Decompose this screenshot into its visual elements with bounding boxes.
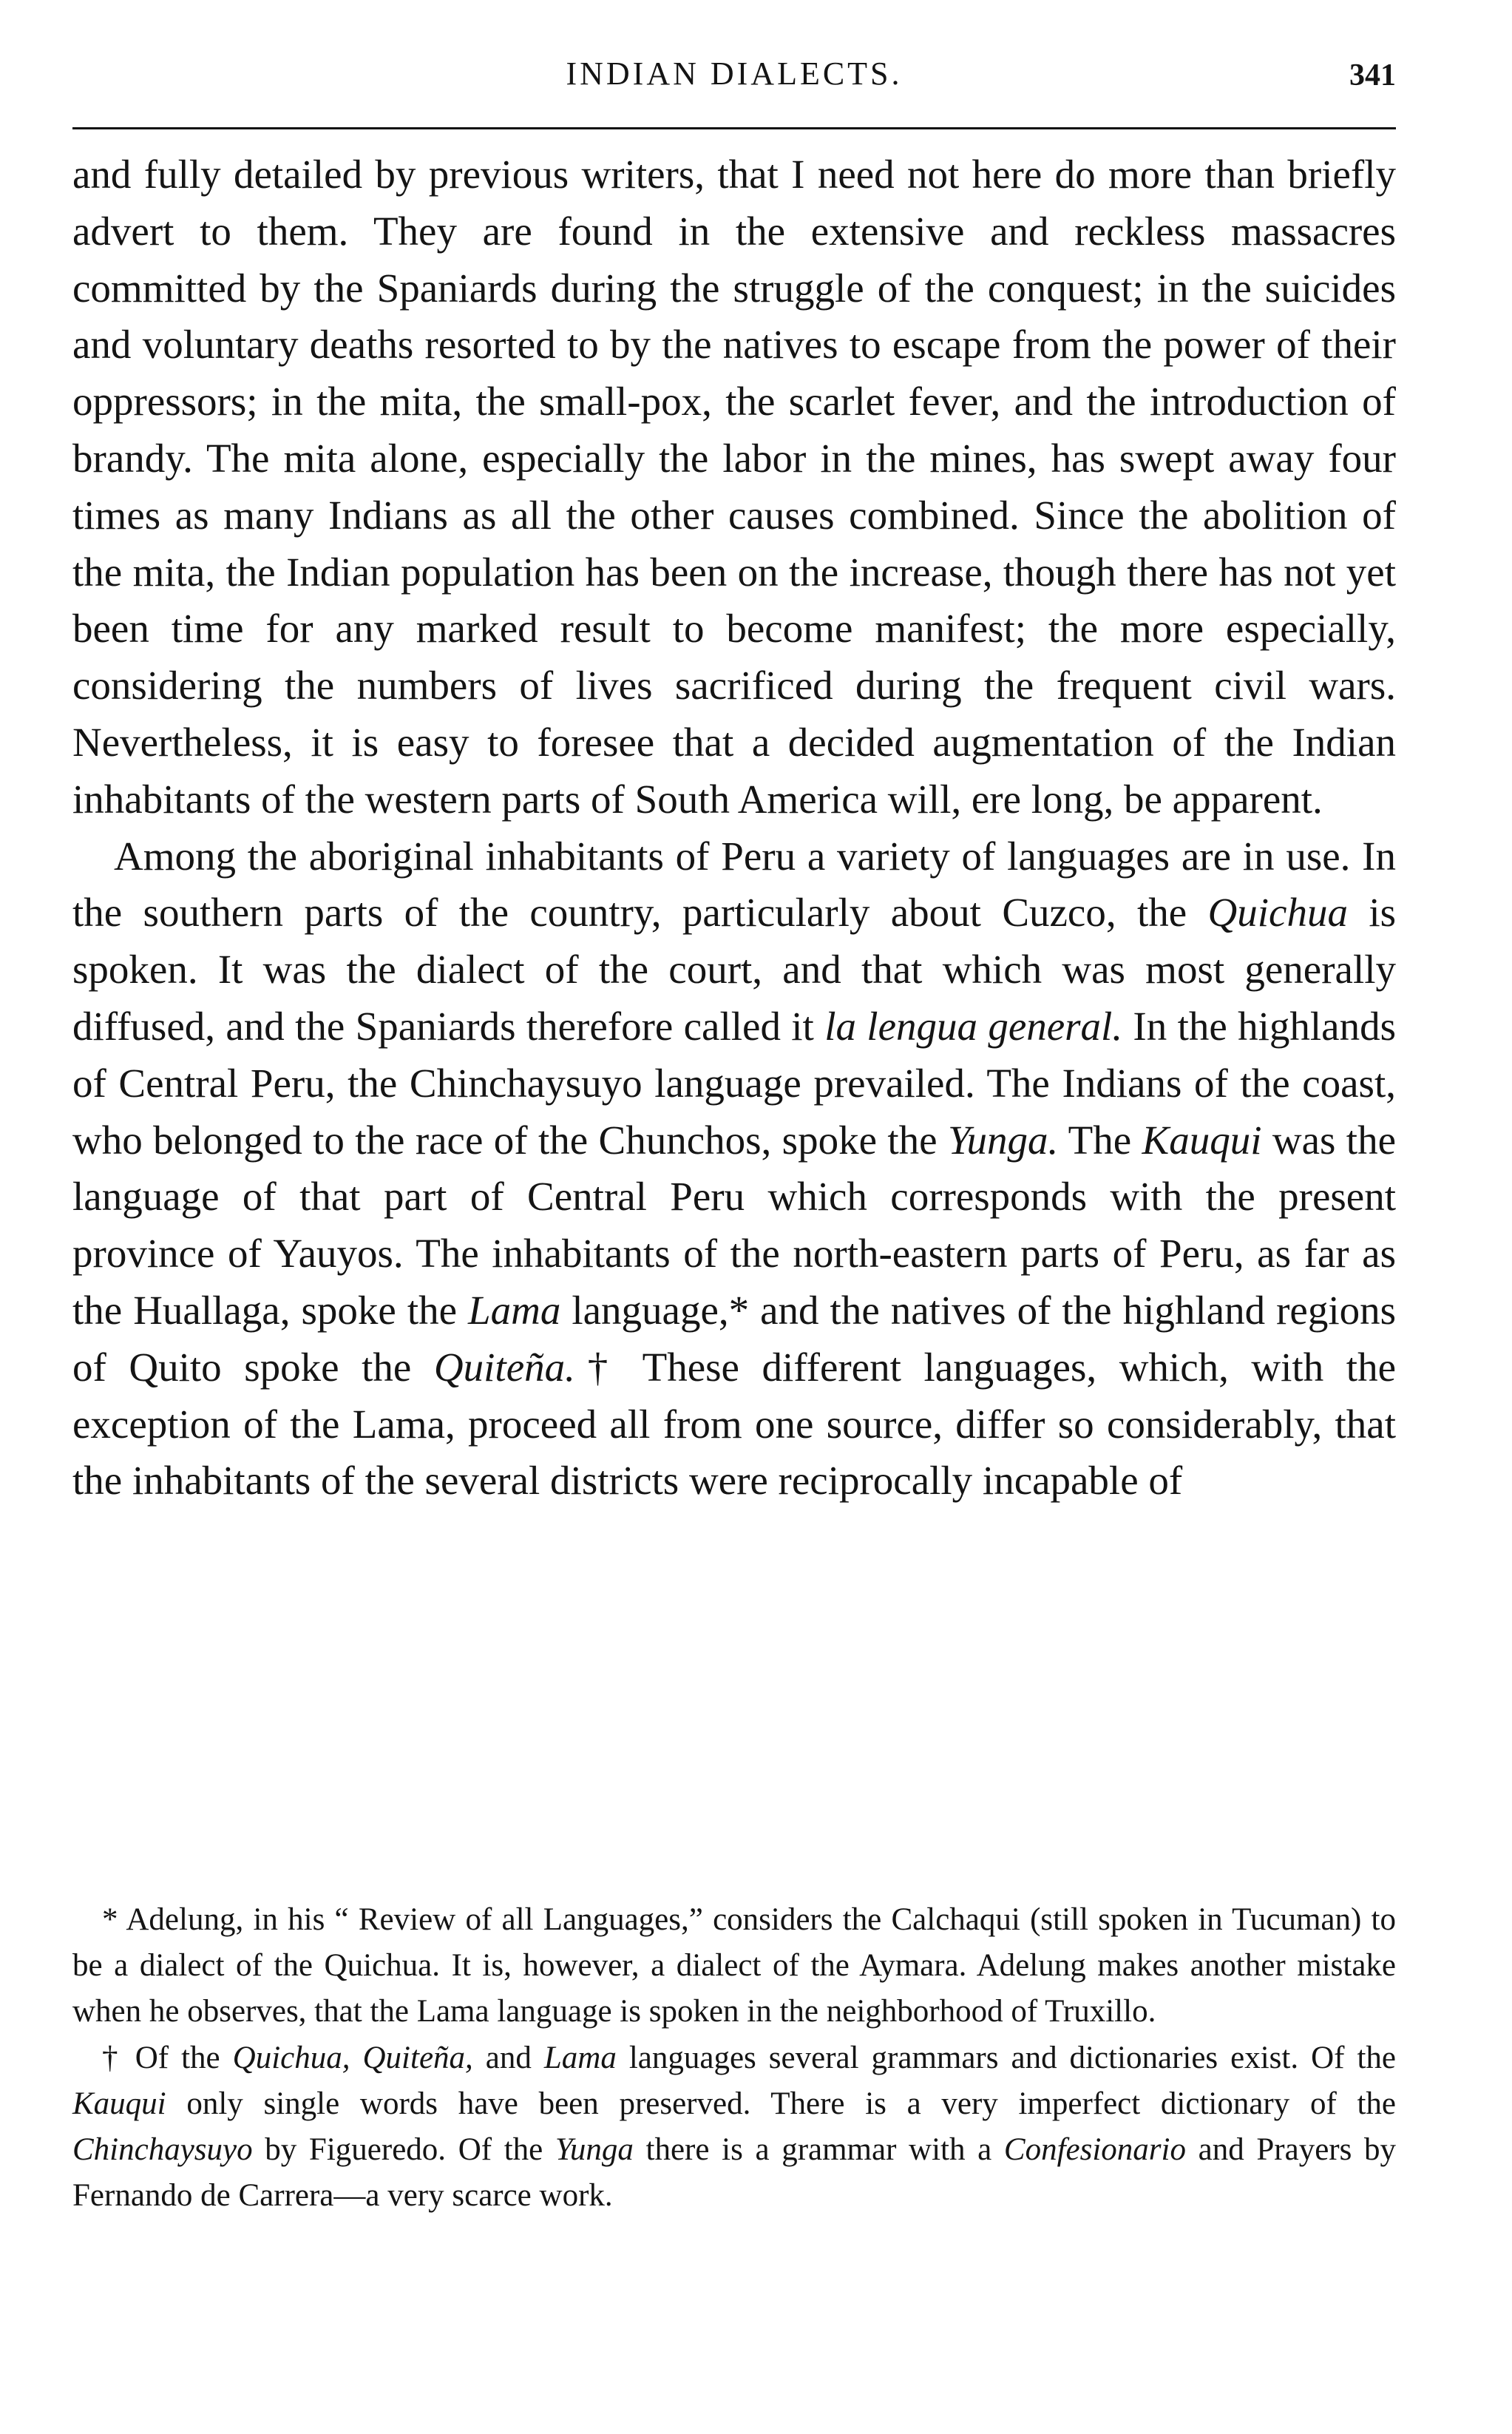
term-kauqui: Kauqui [1142, 1117, 1262, 1163]
footnote-2-text-1: † Of the [102, 2040, 233, 2075]
paragraph-2-text-7: † These different languages, which, with the exception of the Lama, proceed all from one source, differ so considerably, that the inhabitants of the several districts were reciprocally incapable of [72, 1344, 1396, 1504]
paragraph-2-text-6: language,* and the natives of the highland regions of Quito spoke the [72, 1287, 1396, 1390]
footnote-2 [72, 2035, 1396, 2220]
footnote-2-text-3: and [472, 2040, 544, 2075]
footnote-2-text-2 [350, 2041, 363, 2075]
paragraph-2-text-4: The [1058, 1117, 1142, 1163]
term-lama: Lama [468, 1287, 561, 1333]
paragraph-2-text-5: was the language of that part of Central Peru which corresponds with the present province of Yauyos. The inhabitants of the north-eastern parts of Peru, as far as the Huallaga, spoke the [72, 1117, 1396, 1333]
footnote-term-lama: Lama [543, 2040, 617, 2075]
header-rule [72, 127, 1396, 129]
footnote-2-text-8: and Prayers by Fernando de Carrera—a very scarce work. [72, 2132, 1396, 2214]
paragraph-2-text-3: In the highlands of Central Peru, the Chinchaysuyo language prevailed. The Indians of the coast, who belonged to the race of the Chunchos, spoke the [72, 1003, 1396, 1163]
footnote-term-kauqui: Kauqui [72, 2086, 166, 2121]
footnotes [72, 1897, 1396, 2219]
paragraph-1-text: and fully detailed by previous writers, that I need not here do more than briefly advert to them. They are found in the extensive and reckless massacres committed by the Spaniards during the struggle of the conquest; in the suicides and voluntary deaths resorted to by the natives to escape from the power of their oppressors; in the mita, the small-pox, the scarlet fever, and the introduction of brandy. The mita alone, especially the labor in the mines, has swept away four times as many Indians as all the other causes combined. Since the abolition of the mita, the Indian population has been on the increase, though there has not yet been time for any marked result to become manifest; the more especially, considering the numbers of lives sacrificed during the frequent civil wars. Nevertheless, it is easy to foresee that a decided augmentation of the Indian inhabitants of the western parts of South America will, ere long, be apparent. [72, 152, 1396, 822]
footnote-1 [72, 1897, 1396, 2035]
term-quitena: Quiteña. [433, 1344, 575, 1390]
footnote-2-text-5: only single words have been preserved. There is a very imperfect dictionary of the [166, 2086, 1396, 2121]
paragraph-1 [72, 146, 1396, 828]
page-number: 341 [1349, 58, 1396, 92]
footnote-term-quitena: Quiteña, [362, 2040, 473, 2075]
footnote-term-chinchaysuyo: Chinchaysuyo [72, 2132, 253, 2168]
paragraph-2-text-1: Among the aboriginal inhabitants of Peru a variety of languages are in use. In the southern parts of the country, particularly about Cuzco, the [72, 833, 1396, 936]
footnote-term-quichua: Quichua, [232, 2040, 350, 2075]
paragraph-2-text-2: is spoken. It was the dialect of the court, and that which was most generally diffused, and the Spaniards therefore called it [72, 890, 1397, 1049]
page-header [72, 52, 1396, 109]
footnote-term-confesionario: Confesionario [1003, 2132, 1186, 2168]
body-text [72, 146, 1396, 1510]
footnote-2-text-7: there is a grammar with a [633, 2132, 1004, 2168]
footnote-1-text: * Adelung, in his “ Review of all Languages,” considers the Calchaqui (still spoken in Tucuman) to be a dialect of the Quichua. It is, however, a dialect of the Aymara. Adelung makes another mistake when he observes, that the Lama language is spoken in the neighborhood of Truxillo. [72, 1902, 1396, 2029]
paragraph-2 [72, 828, 1396, 1510]
footnote-term-yunga: Yunga [555, 2132, 634, 2168]
footnote-2-text-6: by Figueredo. Of the [252, 2132, 555, 2168]
running-head: INDIAN DIALECTS. [566, 55, 903, 92]
term-yunga: Yunga. [947, 1117, 1059, 1163]
term-la-lengua-general: la lengua general. [824, 1003, 1123, 1049]
term-quichua: Quichua [1207, 890, 1348, 936]
footnote-2-text-4: languages several grammars and dictionaries exist. Of the [616, 2040, 1397, 2075]
book-page [72, 52, 1396, 2381]
